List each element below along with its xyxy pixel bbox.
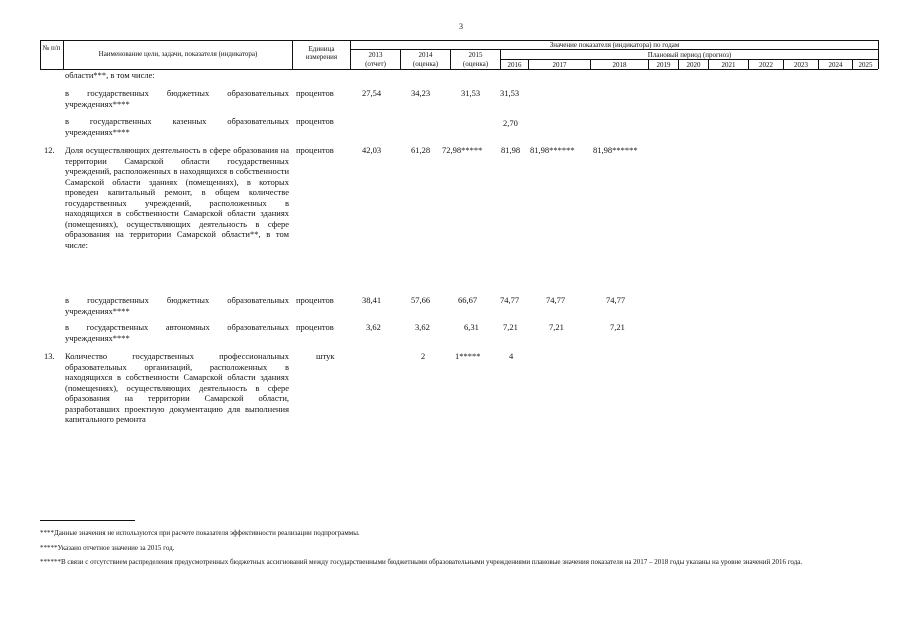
header-plan-period: Плановый период (прогноз)	[647, 51, 732, 59]
header-year: 2024	[828, 61, 843, 69]
row-name: Доля осуществляющих деятельность в сфере образования на территории Самарской области государственных учреждений, расположенных в находящихся в собственности Самарской области зданиях (помещениях), в которых проведен капитальный ремонт, в общем количестве государственных учреждений, расположенных в находящихся в собственности Самарской области зданиях (помещениях), осуществляющих деятельность в сфере образования на территории Самарской области**, в том числе:	[65, 145, 289, 250]
header-year-2015-sub: (оценка)	[462, 60, 489, 68]
value-2013: 38,41	[362, 295, 382, 305]
header-year: 2023	[794, 61, 808, 69]
value-2014: 61,28	[411, 145, 431, 155]
header-year: 2020	[686, 61, 701, 69]
row-name: в государственных бюджетных образовательных учреждениях****	[65, 88, 289, 109]
value-2013: 42,03	[362, 145, 382, 155]
header-year: 2018	[612, 61, 627, 69]
header-year: 2017	[552, 61, 567, 69]
value-2014: 3,62	[415, 322, 430, 332]
row-name: области***, в том числе:	[65, 70, 155, 80]
row-unit: процентов	[296, 145, 334, 155]
value-2015: 31,53	[461, 88, 481, 98]
value-2014: 57,66	[411, 295, 431, 305]
value-2016: 81,98	[501, 145, 521, 155]
header-no: № п/п	[42, 44, 61, 52]
header-year: 2025	[858, 61, 873, 69]
footnote: ******В связи с отсутствием распределения предусмотренных бюджетных ассигнований между государственными бюджетными образовательными учреждениями плановые значения показателя на 2017 – 2018 годы указаны на уровне значений 2016 года.	[40, 558, 803, 566]
value-2015: 1*****	[455, 351, 481, 361]
row-name: в государственных бюджетных образовательных учреждениях****	[65, 295, 289, 316]
value-2018: 81,98******	[593, 145, 638, 155]
value-2014: 2	[421, 351, 426, 361]
row-name: в государственных казенных образовательных учреждениях****	[65, 116, 289, 137]
header-year-2013-sub: (отчет)	[365, 60, 386, 68]
value-2015: 6,31	[464, 322, 479, 332]
value-2014: 34,23	[411, 88, 431, 98]
header-year: 2016	[507, 61, 522, 69]
header-year-2014: 2014	[418, 51, 433, 59]
page-number: 3	[459, 22, 463, 31]
value-2013: 27,54	[362, 88, 382, 98]
value-2015: 66,67	[458, 295, 478, 305]
header-year: 2021	[721, 61, 736, 69]
value-2015: 72,98*****	[442, 145, 483, 155]
value-2016: 2,70	[503, 118, 518, 128]
header-year-2015: 2015	[468, 51, 483, 59]
row-unit: процентов	[296, 322, 334, 332]
header-value-group: Значение показателя (индикатора) по годам	[549, 41, 680, 49]
value-2016: 31,53	[500, 88, 520, 98]
footnote: *****Указано отчетное значение за 2015 год.	[40, 544, 175, 552]
value-2017: 7,21	[549, 322, 564, 332]
value-2016: 7,21	[503, 322, 518, 332]
header-name: Наименование цели, задачи, показателя (индикатора)	[98, 50, 258, 58]
header-year-2014-sub: (оценка)	[412, 60, 439, 68]
row-unit: процентов	[296, 116, 334, 126]
row-name: в государственных автономных образовательных учреждениях****	[65, 322, 289, 343]
header-unit: Единица измерения	[305, 45, 338, 61]
row-number: 13.	[44, 351, 55, 361]
header-year: 2019	[656, 61, 671, 69]
value-2016: 4	[509, 351, 514, 361]
row-unit: процентов	[296, 295, 334, 305]
row-number: 12.	[44, 145, 55, 155]
footnote-separator	[40, 520, 135, 521]
row-name: Количество государственных профессиональных образовательных организаций, расположенных в находящихся в собственности Самарской области зданиях (помещениях), осуществляющих деятельность в сфере образования на территории Самарской области, разработавших проектную документацию для выполнения капитального ремонта	[65, 351, 289, 424]
value-2017: 74,77	[546, 295, 566, 305]
value-2013: 3,62	[366, 322, 381, 332]
header-year-2013: 2013	[368, 51, 383, 59]
header-year: 2022	[759, 61, 773, 69]
value-2018: 7,21	[610, 322, 625, 332]
row-unit: процентов	[296, 88, 334, 98]
value-2018: 74,77	[606, 295, 626, 305]
value-2016: 74,77	[500, 295, 520, 305]
value-2017: 81,98******	[530, 145, 575, 155]
row-unit: штук	[316, 351, 335, 361]
footnote: ****Данные значения не используются при расчете показателя эффективности реализации подпрограммы.	[40, 529, 360, 537]
